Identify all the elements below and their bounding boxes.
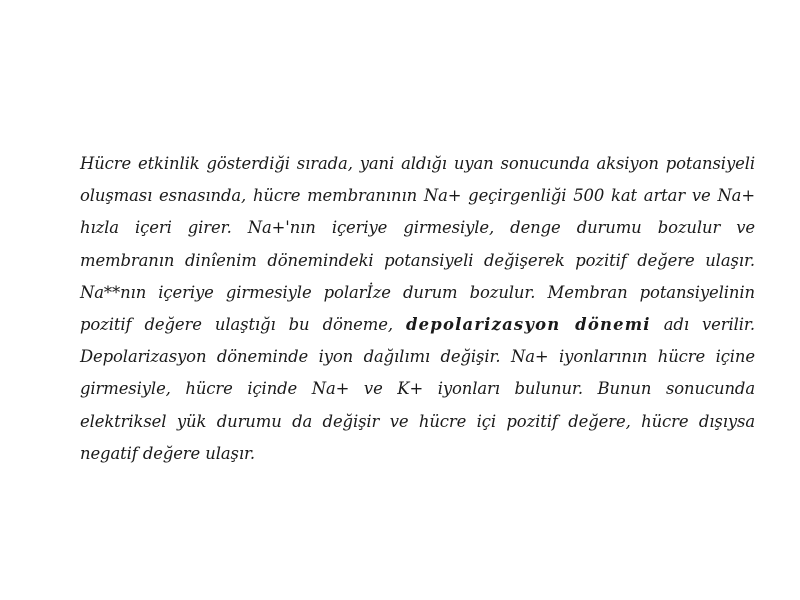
body-paragraph [80,148,755,470]
paragraph-text-before: Hücre etkinlik gösterdiği sırada, yani aldığı uyan sonucunda aksiyon potansiyeli oluşması esnasında, hücre membranının Na+ geçirgenliği 500 kat artar ve Na+ hızla içeri girer. Na+'nın içeriye girmesiyle, denge durumu bozulur ve membranın dinîenim dönemindeki potansiyeli değişerek pozitif değere ulaşır. Na**nın içeriye girmesiyle polarİze durum bozulur. Membran potansiyelinin pozitif değere ulaştığı bu döneme, [80,154,755,335]
highlighted-term: depolarizasyon dönemi [406,315,651,335]
paragraph-text-after: adı verilir. Depolarizasyon döneminde iyon dağılımı değişir. Na+ iyonlarının hücre içine girmesiyle, hücre içinde Na+ ve K+ iyonları bulunur. Bunun sonucunda elektriksel yük durumu da değişir ve hücre içi pozitif değere, hücre dışıysa negatif değere ulaşır. [80,315,755,463]
